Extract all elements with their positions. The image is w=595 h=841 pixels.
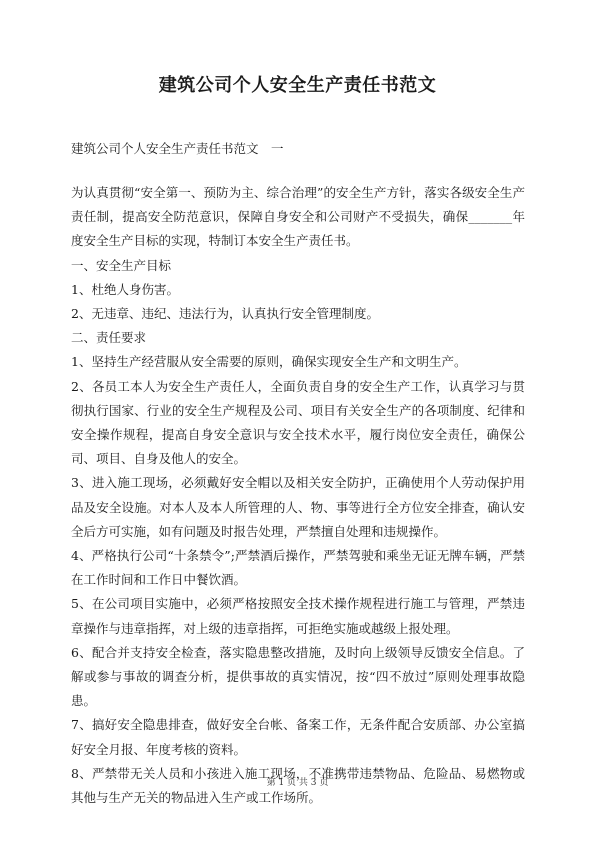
requirement-item-6: 6、配合并支持安全检查，落实隐患整改措施，及时向上级领导反馈安全信息。了解或参与事故的调查分析，提供事故的真实情况，按“四不放过”原则处理事故隐患。 xyxy=(71,644,525,709)
requirement-item-4: 4、严格执行公司“十条禁令”;严禁酒后操作，严禁驾驶和乘坐无证无牌车辆，严禁在工作时间和工作日中餐饮酒。 xyxy=(71,548,525,588)
document-title: 建筑公司个人安全生产责任书范文 xyxy=(158,75,437,96)
document-body xyxy=(71,181,525,810)
requirement-item-8: 8、严禁带无关人员和小孩进入施工现场，不准携带违禁物品、危险品、易燃物或其他与生产无关的物品进入生产或工作场所。 xyxy=(71,765,525,806)
goal-item-2: 2、无违章、违纪、违法行为，认真执行安全管理制度。 xyxy=(71,306,379,322)
section-heading-requirements: 二、责任要求 xyxy=(71,330,147,346)
page-number-footer: 第 1 页 共 3 页 xyxy=(266,778,329,788)
requirement-item-3: 3、进入施工现场，必须戴好安全帽以及相关安全防护，正确使用个人劳动保护用品及安全设施。对本人及本人所管理的人、物、事等进行全方位安全排查，确认安全后方可实施，如有问题及时报告处理，严禁擅自处理和违规操作。 xyxy=(71,475,525,539)
requirement-item-5: 5、在公司项目实施中，必须严格按照安全技术操作规程进行施工与管理，严禁违章操作与违章指挥，对上级的违章指挥，可拒绝实施或越级上报处理。 xyxy=(71,596,525,636)
requirement-item-7: 7、搞好安全隐患排查，做好安全台帐、备案工作，无条件配合安质部、办公室搞好安全月报、年度考核的资料。 xyxy=(71,717,525,757)
document-subtitle: 建筑公司个人安全生产责任书范文 一 xyxy=(71,141,284,156)
goal-item-1: 1、杜绝人身伤害。 xyxy=(71,281,179,297)
section-heading-goals: 一、安全生产目标 xyxy=(71,257,172,273)
requirement-item-1: 1、坚持生产经营服从安全需要的原则，确保实现安全生产和文明生产。 xyxy=(71,354,467,370)
intro-paragraph: 为认真贯彻“安全第一、预防为主、综合治理”的安全生产方针，落实各级安全生产责任制，提高安全防范意识，保障自身安全和公司财产不受损失，确保_______年度安全生产目标的实现，特制订本安全生产责任书。 xyxy=(71,185,525,249)
requirement-item-2: 2、各员工本人为安全生产责任人，全面负责自身的安全生产工作，认真学习与贯彻执行国家、行业的安全生产规程及公司、项目有关安全生产的各项制度、纪律和安全操作规程，提高自身安全意识与安全技术水平，履行岗位安全责任，确保公司、项目、自身及他人的安全。 xyxy=(71,378,525,467)
